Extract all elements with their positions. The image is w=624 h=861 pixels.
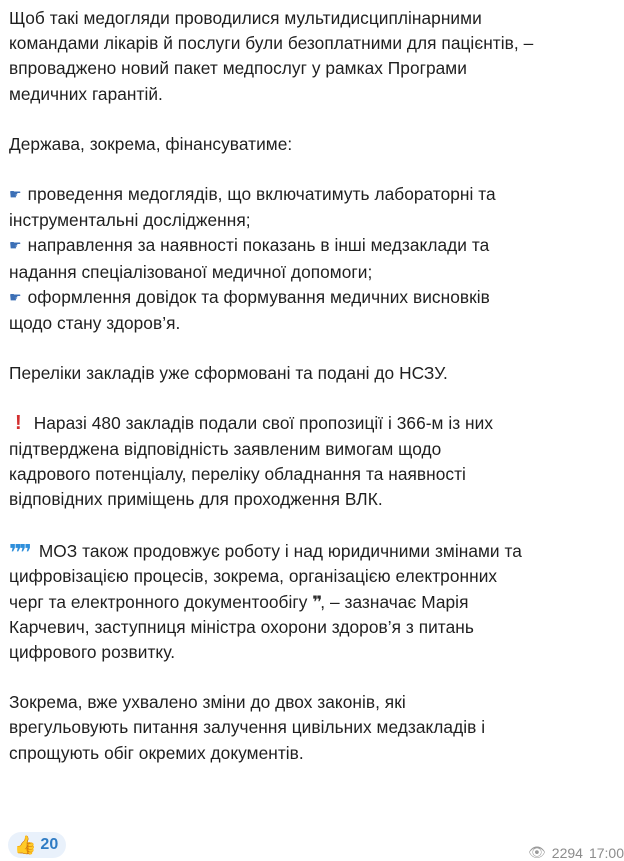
text-segment: черг та електронного документообігу bbox=[9, 591, 308, 612]
pointing-hand-icon: ☛ bbox=[9, 186, 22, 203]
bullet-list bbox=[9, 182, 614, 336]
text-line: медичних гарантій. bbox=[9, 83, 163, 104]
text-line: цифровізацією процесів, зокрема, організацією електронних bbox=[9, 566, 498, 587]
thumbs-up-reaction-button[interactable] bbox=[8, 832, 66, 858]
intro-paragraph bbox=[9, 6, 614, 107]
institutions-paragraph bbox=[9, 411, 614, 512]
bullet-text: направлення за наявності показань в інші медзаклади та bbox=[27, 235, 490, 256]
text-segment: Наразі 480 закладів подали свої пропозиції і 366-м із них bbox=[33, 413, 494, 434]
message-footer bbox=[0, 830, 624, 861]
text-segment: МОЗ також продовжує роботу і над юридичними змінами та bbox=[38, 541, 522, 562]
message-meta bbox=[528, 844, 624, 861]
text-line: командами лікарів й послуги були безоплатними для пацієнтів, – bbox=[9, 33, 534, 54]
views-count: 2294 bbox=[551, 844, 583, 861]
quote-close-icon: ❞ bbox=[312, 592, 321, 612]
eye-icon: 👁 bbox=[528, 844, 546, 860]
text-line: впроваджено новий пакет медпослуг у рамках Програми bbox=[9, 58, 467, 79]
message-text bbox=[9, 6, 614, 766]
thumbs-up-icon: 👍 bbox=[14, 834, 37, 855]
text-line: спрощують обіг окремих документів. bbox=[9, 742, 304, 763]
quote-paragraph bbox=[9, 537, 614, 665]
text-line: підтверджена відповідність заявленим вимогам щодо bbox=[9, 438, 442, 459]
text-line: цифрового розвитку. bbox=[9, 642, 176, 663]
bullet-text-cont: щодо стану здоров’я. bbox=[9, 313, 181, 334]
text-segment: , – зазначає Марія bbox=[320, 591, 469, 612]
funding-heading: Держава, зокрема, фінансуватиме: bbox=[9, 133, 293, 154]
bullet-text: оформлення довідок та формування медичних висновків bbox=[27, 286, 490, 307]
bullet-text-cont: надання спеціалізованої медичної допомоги; bbox=[9, 261, 373, 282]
lists-submitted-paragraph: Переліки закладів уже сформовані та подані до НСЗУ. bbox=[9, 363, 448, 384]
exclamation-icon: ! bbox=[15, 412, 22, 435]
text-line bbox=[9, 537, 614, 564]
bullet-item bbox=[9, 233, 614, 259]
bullet-item bbox=[9, 182, 614, 208]
reaction-count: 20 bbox=[40, 836, 59, 853]
text-line: кадрового потенціалу, переліку обладнання та наявності bbox=[9, 463, 466, 484]
text-line: Зокрема, вже ухвалено зміни до двох законів, які bbox=[9, 692, 406, 713]
bullet-item bbox=[9, 285, 614, 311]
quote-open-icon: ❞❞ bbox=[9, 540, 29, 566]
text-line bbox=[9, 590, 614, 615]
text-line: відповідних приміщень для проходження ВЛК. bbox=[9, 489, 383, 510]
message-time: 17:00 bbox=[588, 844, 624, 861]
pointing-hand-icon: ☛ bbox=[9, 237, 22, 254]
bullet-text-cont: інструментальні дослідження; bbox=[9, 210, 251, 231]
text-line bbox=[9, 411, 614, 436]
pointing-hand-icon: ☛ bbox=[9, 288, 22, 305]
bullet-text: проведення медоглядів, що включатимуть лабораторні та bbox=[27, 184, 496, 205]
laws-paragraph bbox=[9, 690, 614, 766]
text-line: врегульовують питання залучення цивільних медзакладів і bbox=[9, 717, 486, 738]
text-line: Щоб такі медогляди проводилися мультидисциплінарними bbox=[9, 8, 482, 28]
text-line: Карчевич, заступниця міністра охорони здоров’я з питань bbox=[9, 616, 474, 637]
